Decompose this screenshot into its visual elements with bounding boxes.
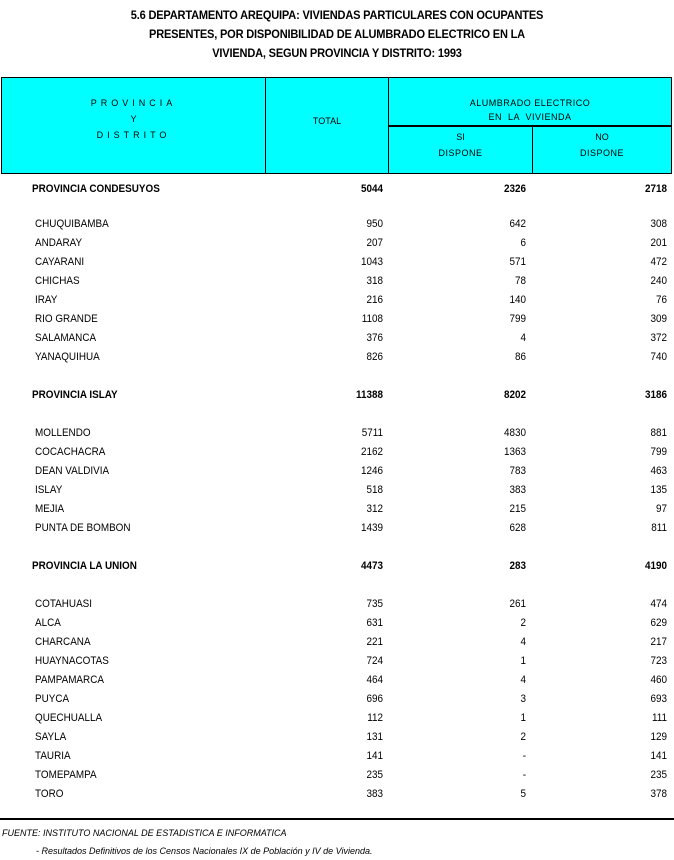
header-distrito: DISTRITO: [96, 130, 171, 140]
row-total: 1108: [361, 313, 383, 325]
row-name: MEJIA: [35, 503, 65, 515]
row-si-dispone: 783: [509, 465, 526, 477]
district-row: [0, 614, 674, 632]
header-divider: [389, 125, 671, 127]
row-no-dispone: 217: [650, 636, 667, 648]
header-en-la-vivienda: EN LA VIVIENDA: [488, 112, 572, 122]
row-name: QUECHUALLA: [35, 712, 103, 724]
row-no-dispone: 372: [650, 332, 667, 344]
row-no-dispone: 240: [650, 275, 667, 287]
row-si-dispone: 86: [514, 351, 526, 363]
row-total: 5044: [360, 183, 383, 195]
district-row: [0, 424, 674, 442]
district-row: [0, 329, 674, 347]
row-total: 207: [366, 237, 383, 249]
row-name: PAMPAMARCA: [35, 674, 104, 686]
row-si-dispone: 140: [509, 294, 526, 306]
row-total: 112: [367, 712, 383, 724]
row-name: IRAY: [35, 294, 58, 306]
row-no-dispone: 235: [650, 769, 667, 781]
row-total: 216: [366, 294, 383, 306]
row-total: 1439: [360, 522, 383, 534]
row-name: MOLLENDO: [35, 427, 91, 439]
row-total: 1246: [360, 465, 383, 477]
row-si-dispone: 283: [509, 560, 526, 572]
title-line-2: PRESENTES, POR DISPONIBILIDAD DE ALUMBRADO ELECTRICO EN LA: [149, 27, 525, 41]
row-name: PUNTA DE BOMBON: [35, 522, 131, 534]
title-line-1: 5.6 DEPARTAMENTO AREQUIPA: VIVIENDAS PARTICULARES CON OCUPANTES: [130, 8, 544, 22]
header-provincia: PROVINCIA: [90, 98, 177, 108]
row-no-dispone: 378: [650, 788, 667, 800]
row-si-dispone: -: [522, 750, 526, 762]
row-name: ANDARAY: [35, 237, 83, 249]
district-row: [0, 234, 674, 252]
row-total: 131: [366, 731, 383, 743]
row-si-dispone: 383: [509, 484, 526, 496]
row-no-dispone: 76: [655, 294, 667, 306]
header-y: Y: [130, 114, 137, 124]
district-row: [0, 291, 674, 309]
row-total: 383: [366, 788, 383, 800]
province-row: [0, 180, 674, 198]
row-name: TOMEPAMPA: [35, 769, 97, 781]
row-total: 11388: [356, 389, 383, 401]
row-total: 4473: [360, 560, 383, 572]
province-row: [0, 386, 674, 404]
row-no-dispone: 4190: [644, 560, 667, 572]
header-si: SI: [456, 132, 465, 142]
row-name: PUYCA: [35, 693, 70, 705]
row-name: CHARCANA: [35, 636, 91, 648]
row-total: 141: [366, 750, 383, 762]
row-name: COCACHACRA: [35, 446, 106, 458]
row-si-dispone: 5: [520, 788, 526, 800]
district-row: [0, 785, 674, 803]
row-si-dispone: 628: [509, 522, 526, 534]
row-no-dispone: 309: [650, 313, 667, 325]
table-title: [27, 6, 647, 63]
row-name: CHICHAS: [35, 275, 80, 287]
row-si-dispone: 799: [509, 313, 526, 325]
district-row: [0, 519, 674, 537]
district-row: [0, 728, 674, 746]
row-name: PROVINCIA ISLAY: [32, 389, 118, 401]
district-row: [0, 348, 674, 366]
row-total: 950: [366, 218, 383, 230]
row-name: SAYLA: [35, 731, 67, 743]
row-name: ISLAY: [35, 484, 63, 496]
district-row: [0, 652, 674, 670]
row-si-dispone: 2: [520, 731, 526, 743]
row-si-dispone: 571: [509, 256, 526, 268]
table-header: [1, 77, 672, 174]
row-si-dispone: 215: [509, 503, 526, 515]
row-name: HUAYNACOTAS: [35, 655, 109, 667]
district-row: [0, 709, 674, 727]
row-total: 735: [366, 598, 383, 610]
row-total: 1043: [360, 256, 383, 268]
row-name: TAURIA: [35, 750, 71, 762]
row-no-dispone: 881: [650, 427, 667, 439]
row-no-dispone: 799: [650, 446, 667, 458]
row-total: 724: [366, 655, 383, 667]
row-total: 2162: [360, 446, 383, 458]
row-name: RIO GRANDE: [35, 313, 98, 325]
row-no-dispone: 472: [650, 256, 667, 268]
footer-source: FUENTE: INSTITUTO NACIONAL DE ESTADISTICA E INFORMATICA: [2, 828, 287, 838]
row-total: 631: [366, 617, 383, 629]
district-row: [0, 633, 674, 651]
row-total: 221: [366, 636, 383, 648]
row-si-dispone: 2326: [503, 183, 526, 195]
row-name: ALCA: [35, 617, 61, 629]
district-row: [0, 443, 674, 461]
row-name: DEAN VALDIVIA: [35, 465, 110, 477]
header-si-dispone: DISPONE: [438, 148, 483, 158]
row-si-dispone: 1363: [503, 446, 526, 458]
row-total: 464: [366, 674, 383, 686]
row-no-dispone: 111: [651, 712, 667, 724]
row-no-dispone: 629: [650, 617, 667, 629]
row-total: 826: [366, 351, 383, 363]
row-no-dispone: 201: [650, 237, 667, 249]
row-si-dispone: 78: [514, 275, 526, 287]
row-si-dispone: 261: [509, 598, 526, 610]
row-name: YANAQUIHUA: [35, 351, 100, 363]
header-no-dispone: DISPONE: [579, 148, 624, 158]
province-row: [0, 557, 674, 575]
footer-note: - Resultados Definitivos de los Censos Nacionales IX de Población y IV de Vivienda.: [36, 846, 373, 856]
row-no-dispone: 141: [650, 750, 667, 762]
row-si-dispone: 4: [520, 636, 526, 648]
row-total: 518: [366, 484, 383, 496]
row-name: CAYARANI: [35, 256, 85, 268]
row-si-dispone: 1: [520, 712, 526, 724]
row-no-dispone: 308: [650, 218, 667, 230]
row-no-dispone: 135: [650, 484, 667, 496]
title-line-3: VIVIENDA, SEGUN PROVINCIA Y DISTRITO: 1993: [212, 46, 462, 60]
row-si-dispone: 1: [520, 655, 526, 667]
row-total: 318: [366, 275, 383, 287]
district-row: [0, 215, 674, 233]
row-total: 312: [366, 503, 383, 515]
row-si-dispone: 642: [509, 218, 526, 230]
district-row: [0, 500, 674, 518]
row-si-dispone: 4: [520, 332, 526, 344]
row-no-dispone: 463: [650, 465, 667, 477]
row-total: 5711: [361, 427, 383, 439]
row-no-dispone: 3186: [644, 389, 667, 401]
row-name: PROVINCIA LA UNION: [32, 560, 137, 572]
row-si-dispone: -: [522, 769, 526, 781]
district-row: [0, 462, 674, 480]
row-name: TORO: [35, 788, 64, 800]
district-row: [0, 481, 674, 499]
row-total: 376: [366, 332, 383, 344]
row-no-dispone: 740: [650, 351, 667, 363]
district-row: [0, 690, 674, 708]
row-name: PROVINCIA CONDESUYOS: [32, 183, 160, 195]
row-si-dispone: 2: [520, 617, 526, 629]
row-name: COTAHUASI: [35, 598, 93, 610]
district-row: [0, 747, 674, 765]
district-row: [0, 671, 674, 689]
row-no-dispone: 460: [650, 674, 667, 686]
district-row: [0, 595, 674, 613]
row-si-dispone: 4830: [503, 427, 526, 439]
row-total: 235: [366, 769, 383, 781]
row-no-dispone: 97: [655, 503, 667, 515]
header-total: TOTAL: [312, 116, 342, 126]
row-name: SALAMANCA: [35, 332, 97, 344]
row-si-dispone: 6: [520, 237, 526, 249]
district-row: [0, 253, 674, 271]
row-name: CHUQUIBAMBA: [35, 218, 109, 230]
row-si-dispone: 3: [520, 693, 526, 705]
row-no-dispone: 474: [650, 598, 667, 610]
row-no-dispone: 129: [650, 731, 667, 743]
row-no-dispone: 693: [650, 693, 667, 705]
row-no-dispone: 2718: [644, 183, 667, 195]
header-no: NO: [595, 132, 609, 142]
row-no-dispone: 811: [651, 522, 667, 534]
header-alumbrado: ALUMBRADO ELECTRICO: [469, 98, 591, 108]
row-no-dispone: 723: [650, 655, 667, 667]
row-si-dispone: 8202: [503, 389, 526, 401]
district-row: [0, 272, 674, 290]
table-bottom-rule: [0, 818, 674, 820]
row-si-dispone: 4: [520, 674, 526, 686]
district-row: [0, 766, 674, 784]
district-row: [0, 310, 674, 328]
row-total: 696: [366, 693, 383, 705]
